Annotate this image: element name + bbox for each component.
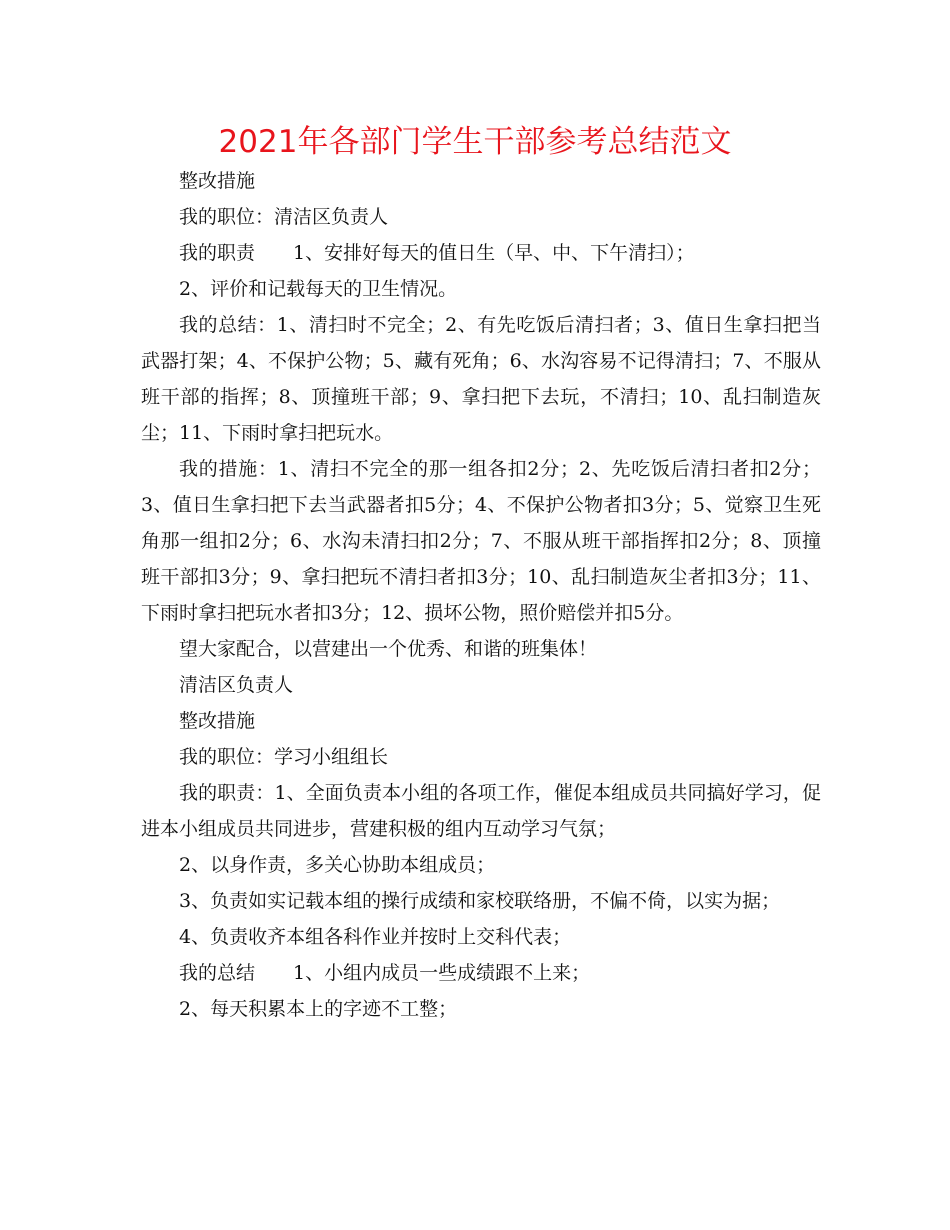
paragraph: 2、以身作责，多关心协助本组成员； [179, 854, 496, 876]
paragraph: 我的总结：1、清扫时不完全；2、有先吃饭后清扫者；3、值日生拿扫把当武器打架；4、不保护公物；5、藏有死角；6、水沟容易不记得清扫；7、不服从班干部的指挥；8、顶撞班干部；9、拿扫把下去玩，不清扫；10、乱扫制造灰尘；11、下雨时拿扫把玩水。 [141, 314, 821, 444]
paragraph: 我的措施：1、清扫不完全的那一组各扣2分；2、先吃饭后清扫者扣2分；3、值日生拿扫把下去当武器者扣5分；4、不保护公物者扣3分；5、觉察卫生死角那一组扣2分；6、水沟未清扫扣2分；7、不服从班干部指挥扣2分；8、顶撞班干部扣3分；9、拿扫把玩不清扫者扣3分；10、乱扫制造灰尘者扣3分；11、下雨时拿扫把玩水者扣3分；12、损坏公物，照价赔偿并扣5分。 [141, 458, 821, 624]
paragraph: 4、负责收齐本组各科作业并按时上交科代表； [179, 926, 572, 948]
paragraph: 我的职位：学习小组组长 [179, 746, 389, 768]
paragraph: 我的职责 1、安排好每天的值日生（早、中、下午清扫）； [179, 242, 695, 264]
paragraph: 我的职位：清洁区负责人 [179, 206, 389, 228]
document-body [141, 163, 821, 1027]
paragraph: 2、评价和记载每天的卫生情况。 [179, 278, 458, 300]
paragraph: 我的总结 1、小组内成员一些成绩跟不上来； [179, 962, 591, 984]
paragraph: 3、负责如实记载本组的操行成绩和家校联络册，不偏不倚，以实为据； [179, 890, 781, 912]
paragraph: 2、每天积累本上的字迹不工整； [179, 998, 458, 1020]
paragraph: 清洁区负责人 [179, 674, 294, 696]
paragraph: 整改措施 [179, 710, 256, 732]
paragraph: 望大家配合，以营建出一个优秀、和谐的班集体！ [179, 638, 598, 660]
document-title: 2021年各部门学生干部参考总结范文 [218, 124, 732, 160]
paragraph: 我的职责：1、全面负责本小组的各项工作，催促本组成员共同搞好学习，促进本小组成员共同进步，营建积极的组内互动学习气氛； [141, 782, 821, 840]
paragraph: 整改措施 [179, 170, 256, 192]
